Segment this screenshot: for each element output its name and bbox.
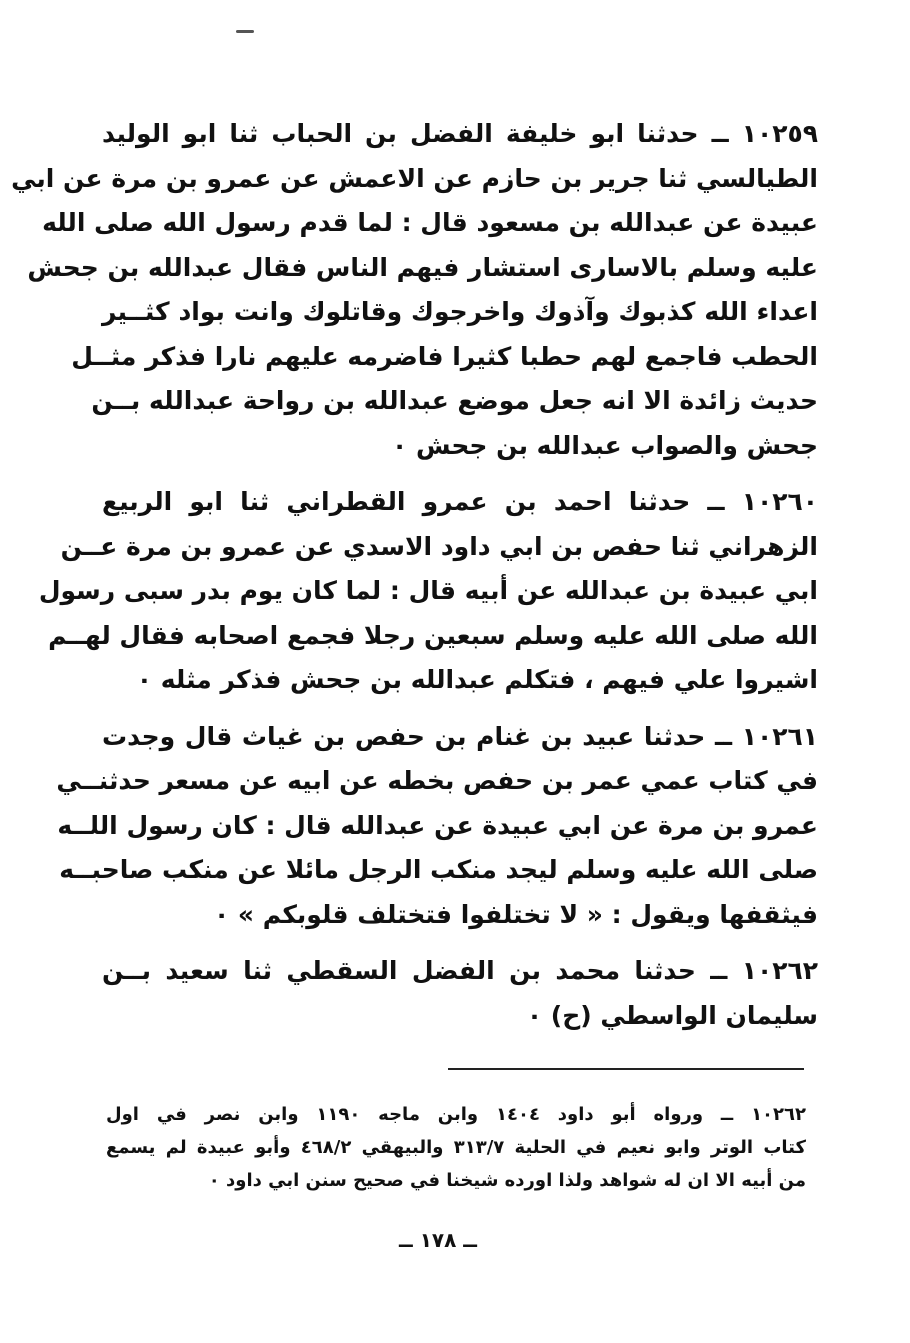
hadith-10259 bbox=[11, 112, 818, 468]
text-line: الحطب فاجمع لهم حطبا كثيرا فاضرمه عليهم نارا فذكر مثــل bbox=[71, 341, 818, 371]
text-line: عبيدة عن عبدالله بن مسعود قال : لما قدم رسول الله صلى الله bbox=[42, 208, 818, 237]
text-line: في كتاب عمي عمر بن حفص بخطه عن ابيه عن مسعر حدثنــي bbox=[56, 766, 818, 795]
text-line: عمرو بن مرة عن ابي عبيدة عن عبدالله قال : كان رسول اللــه bbox=[57, 810, 818, 840]
text-line: صلى الله عليه وسلم ليجد منكب الرجل مائلا عن منكب صاحبــه bbox=[59, 855, 818, 884]
text-line: اشيروا علي فيهم ، فتكلم عبدالله بن جحش فذكر مثله ٠ bbox=[136, 665, 818, 694]
text-line: ابي عبيدة بن عبدالله عن أبيه قال : لما كان يوم بدر سبى رسول bbox=[38, 576, 818, 605]
hadith-10261 bbox=[56, 715, 818, 938]
text-line: حديث زائدة الا انه جعل موضع عبدالله بن رواحة عبدالله بــن bbox=[91, 386, 818, 415]
text-line: جحش والصواب عبدالله بن جحش ٠ bbox=[392, 430, 818, 460]
footnote-separator bbox=[448, 1068, 804, 1070]
scan-mark bbox=[236, 30, 254, 33]
text-line: سليمان الواسطي (ح) ٠ bbox=[526, 1000, 818, 1030]
text-line: ١٠٢٦١ ــ حدثنا عبيد بن غنام بن حفص بن غياث قال وجدت bbox=[102, 721, 818, 751]
text-line: اعداء الله كذبوك وآذوك واخرجوك وقاتلوك وانت بواد كثــير bbox=[102, 297, 818, 326]
hadith-10260 bbox=[38, 480, 818, 703]
footnote-line: كتاب الوتر وابو نعيم في الحلية ٣١٣/٧ والبيهقي ٤٦٨/٢ وأبو عبيدة لم يسمع bbox=[106, 1137, 806, 1158]
text-line: الله صلى الله عليه وسلم سبعين رجلا فجمع اصحابه فقال لهــم bbox=[48, 620, 818, 650]
hadith-10262 bbox=[102, 949, 818, 1038]
page-number: ــ ١٧٨ ــ bbox=[399, 1228, 477, 1252]
text-line: فيثقفها ويقول : « لا تختلفوا فتختلف قلوبكم » ٠ bbox=[213, 899, 818, 929]
footnote bbox=[106, 1098, 806, 1197]
text-line: ١٠٢٦٢ ــ حدثنا محمد بن الفضل السقطي ثنا سعيد بــن bbox=[102, 956, 818, 985]
footnote-line: من أبيه الا ان له شواهد ولذا اورده شيخنا في صحيح سنن ابي داود ٠ bbox=[208, 1170, 806, 1191]
text-line: ١٠٢٥٩ ــ حدثنا ابو خليفة الفضل بن الحباب ثنا ابو الوليد bbox=[102, 119, 818, 148]
footnote-line: ١٠٢٦٢ ــ ورواه أبو داود ١٤٠٤ وابن ماجه ١١٩٠ وابن نصر في اول bbox=[106, 1104, 806, 1125]
text-line: ١٠٢٦٠ ــ حدثنا احمد بن عمرو القطراني ثنا ابو الربيع bbox=[102, 487, 818, 516]
main-text-body bbox=[11, 112, 818, 1050]
text-line: عليه وسلم بالاسارى استشار فيهم الناس فقال عبدالله بن جحش bbox=[27, 252, 818, 282]
text-line: الزهراني ثنا حفص بن ابي داود الاسدي عن عمرو بن مرة عــن bbox=[60, 531, 818, 561]
text-line: الطيالسي ثنا جرير بن حازم عن الاعمش عن عمرو بن مرة عن ابي bbox=[11, 163, 818, 193]
